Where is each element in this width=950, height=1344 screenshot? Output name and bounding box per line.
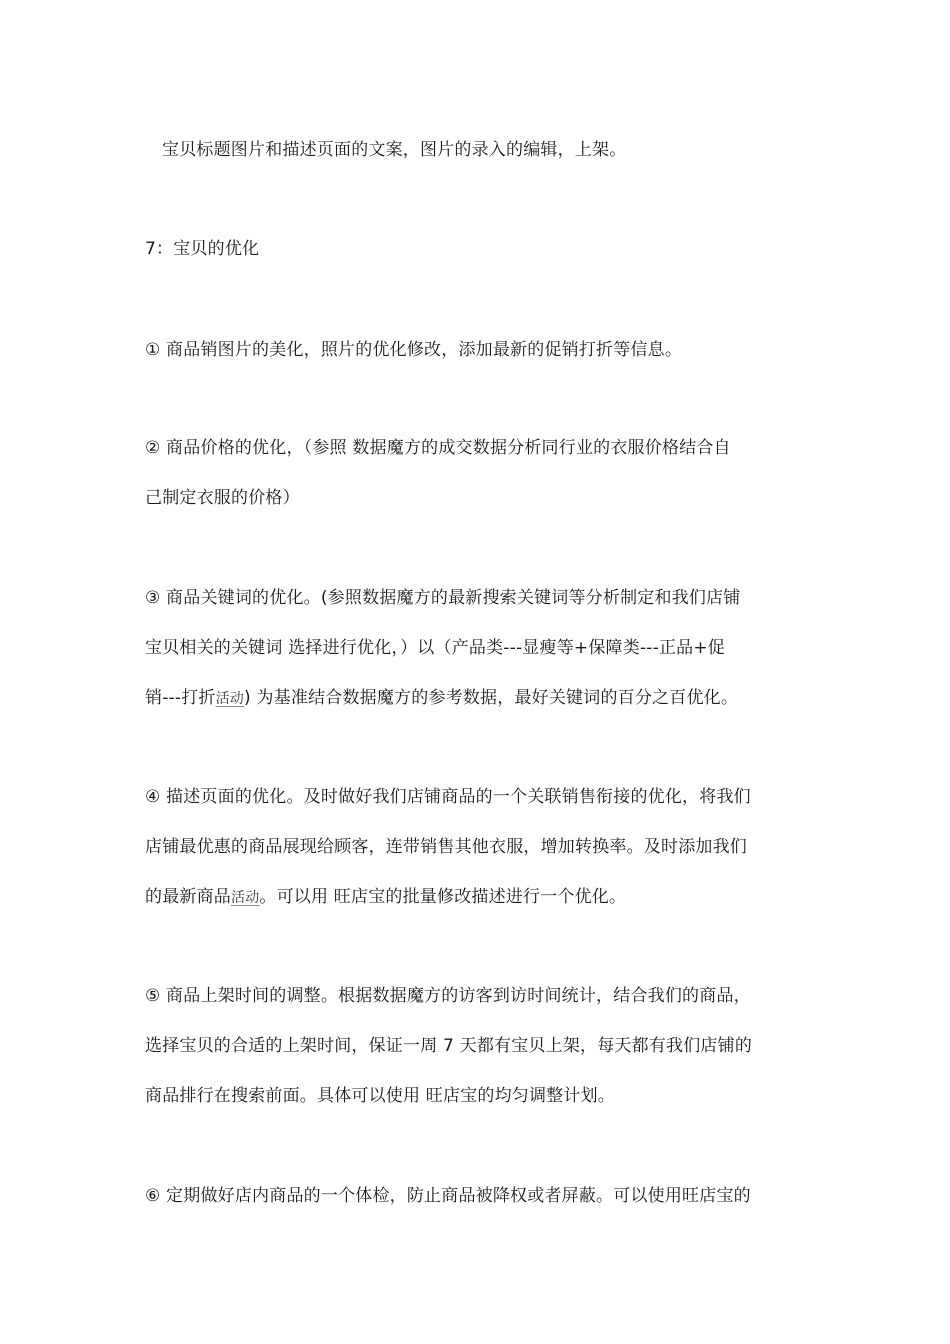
activity-link[interactable]: 活动 [231, 890, 260, 906]
item-4-line-3-text-after: 。可以用 旺店宝的批量修改描述进行一个优化。 [259, 887, 627, 907]
item-4-line-2: 店铺最优惠的商品展现给顾客，连带销售其他衣服，增加转换率。及时添加我们 [145, 837, 747, 857]
item-4-line-1: ④ 描述页面的优化。及时做好我们店铺商品的一个关联销售衔接的优化，将我们 [145, 787, 751, 807]
item-6-line-1: ⑥ 定期做好店内商品的一个体检，防止商品被降权或者屏蔽。可以使用旺店宝的 [145, 1186, 751, 1206]
item-4-line-3-text-before: 的最新商品 [145, 887, 231, 907]
item-5-line-2: 选择宝贝的合适的上架时间，保证一周 7 天都有宝贝上架，每天都有我们店铺的 [145, 1036, 753, 1056]
item-1-line-1: ① 商品销图片的美化，照片的优化修改，添加最新的促销打折等信息。 [145, 340, 683, 360]
item-2-line-1: ② 商品价格的优化，（参照 数据魔方的成交数据分析同行业的衣服价格结合自 [145, 438, 731, 458]
item-5-line-3: 商品排行在搜索前面。具体可以使用 旺店宝的均匀调整计划。 [145, 1086, 616, 1106]
intro-paragraph: 宝贝标题图片和描述页面的文案，图片的录入的编辑，上架。 [162, 140, 627, 160]
item-3-line-3-text-before: 销---打折 [145, 688, 216, 708]
item-3-line-3-text-after: ) 为基准结合数据魔方的参考数据，最好关键词的百分之百优化。 [244, 688, 739, 708]
item-4-line-3 [145, 885, 815, 910]
item-3-line-1: ③ 商品关键词的优化。(参照数据魔方的最新搜索关键词等分析制定和我们店铺 [145, 588, 741, 608]
item-3-line-2: 宝贝相关的关键词 选择进行优化，）以（产品类---显瘦等+保障类---正品+促 [145, 638, 725, 658]
item-5-line-1: ⑤ 商品上架时间的调整。根据数据魔方的访客到访时间统计，结合我们的商品， [145, 986, 751, 1006]
item-2-line-2: 己制定衣服的价格） [145, 488, 300, 508]
item-3-line-3 [145, 686, 815, 711]
section-heading: 7：宝贝的优化 [145, 239, 260, 259]
activity-link[interactable]: 活动 [215, 691, 245, 707]
